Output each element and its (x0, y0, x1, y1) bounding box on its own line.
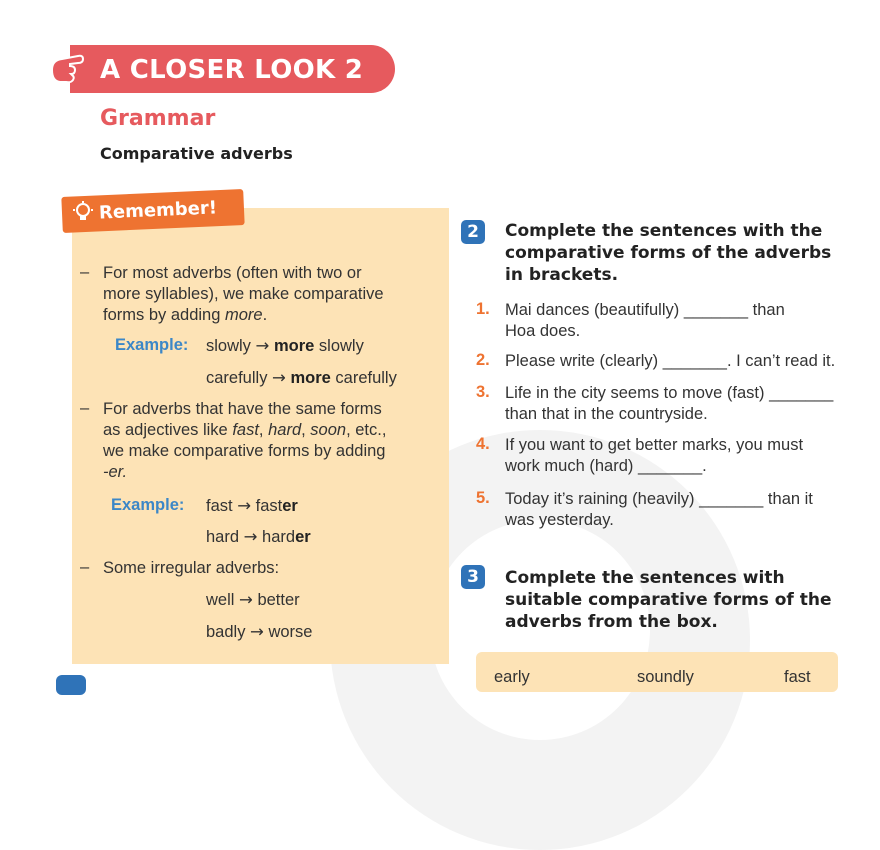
item-text: work much (hard) _______. (505, 457, 707, 475)
grammar-heading: Grammar (100, 106, 216, 131)
exercise-1-badge-edge (56, 675, 86, 695)
box-word: fast (784, 668, 811, 686)
item-text: Hoa does. (505, 322, 581, 340)
item-text: than that in the countryside. (505, 405, 708, 423)
example-line: hard → harder (206, 527, 311, 546)
exercise-3-badge: 3 (461, 565, 485, 589)
box-word: soundly (637, 668, 694, 686)
exercise-2-instruction-1: Complete the sentences with the (505, 221, 823, 241)
exercise-3-instruction-3: adverbs from the box. (505, 612, 718, 632)
item-text: Please write (clearly) _______. I can’t read it. (505, 352, 836, 370)
subheading: Comparative adverbs (100, 144, 293, 163)
example-line: well → better (206, 590, 300, 609)
bullet-dash: – (80, 399, 90, 417)
lightbulb-icon (71, 200, 95, 224)
example-line: fast → faster (206, 496, 298, 515)
rule-2-line-3: we make comparative forms by adding (103, 442, 386, 460)
bullet-dash: – (80, 558, 90, 576)
bullet-dash: – (80, 263, 90, 281)
pointing-hand-icon (48, 50, 94, 86)
item-number: 5. (476, 489, 490, 507)
example-label: Example: (111, 496, 185, 514)
example-label: Example: (115, 336, 189, 354)
box-word: early (494, 668, 530, 686)
item-text: Today it’s raining (heavily) _______ than it (505, 490, 813, 508)
rule-2-line-4: -er. (103, 463, 128, 481)
example-line: carefully → more carefully (206, 368, 397, 387)
exercise-3-instruction-2: suitable comparative forms of the (505, 590, 832, 610)
exercise-2-badge: 2 (461, 220, 485, 244)
example-line: slowly → more slowly (206, 336, 364, 355)
item-number: 3. (476, 383, 490, 401)
item-number: 2. (476, 351, 490, 369)
item-text: Mai dances (beautifully) _______ than (505, 301, 785, 319)
item-number: 4. (476, 435, 490, 453)
exercise-2-instruction-3: in brackets. (505, 265, 619, 285)
item-number: 1. (476, 300, 490, 318)
rule-1-line-1: For most adverbs (often with two or (103, 264, 362, 282)
rule-2-line-1: For adverbs that have the same forms (103, 400, 382, 418)
example-line: badly → worse (206, 622, 313, 641)
exercise-3-instruction-1: Complete the sentences with (505, 568, 785, 588)
rule-3-line-1: Some irregular adverbs: (103, 559, 280, 577)
rule-1-line-3: forms by adding more. (103, 306, 268, 324)
rule-1-line-2: more syllables), we make comparative (103, 285, 384, 303)
item-text: was yesterday. (505, 511, 614, 529)
item-text: If you want to get better marks, you must (505, 436, 804, 454)
section-title: A CLOSER LOOK 2 (100, 55, 364, 85)
remember-label: Remember! (98, 197, 218, 224)
rule-2-line-2: as adjectives like fast, hard, soon, etc., (103, 421, 387, 439)
exercise-2-instruction-2: comparative forms of the adverbs (505, 243, 832, 263)
item-text: Life in the city seems to move (fast) _______ (505, 384, 834, 402)
